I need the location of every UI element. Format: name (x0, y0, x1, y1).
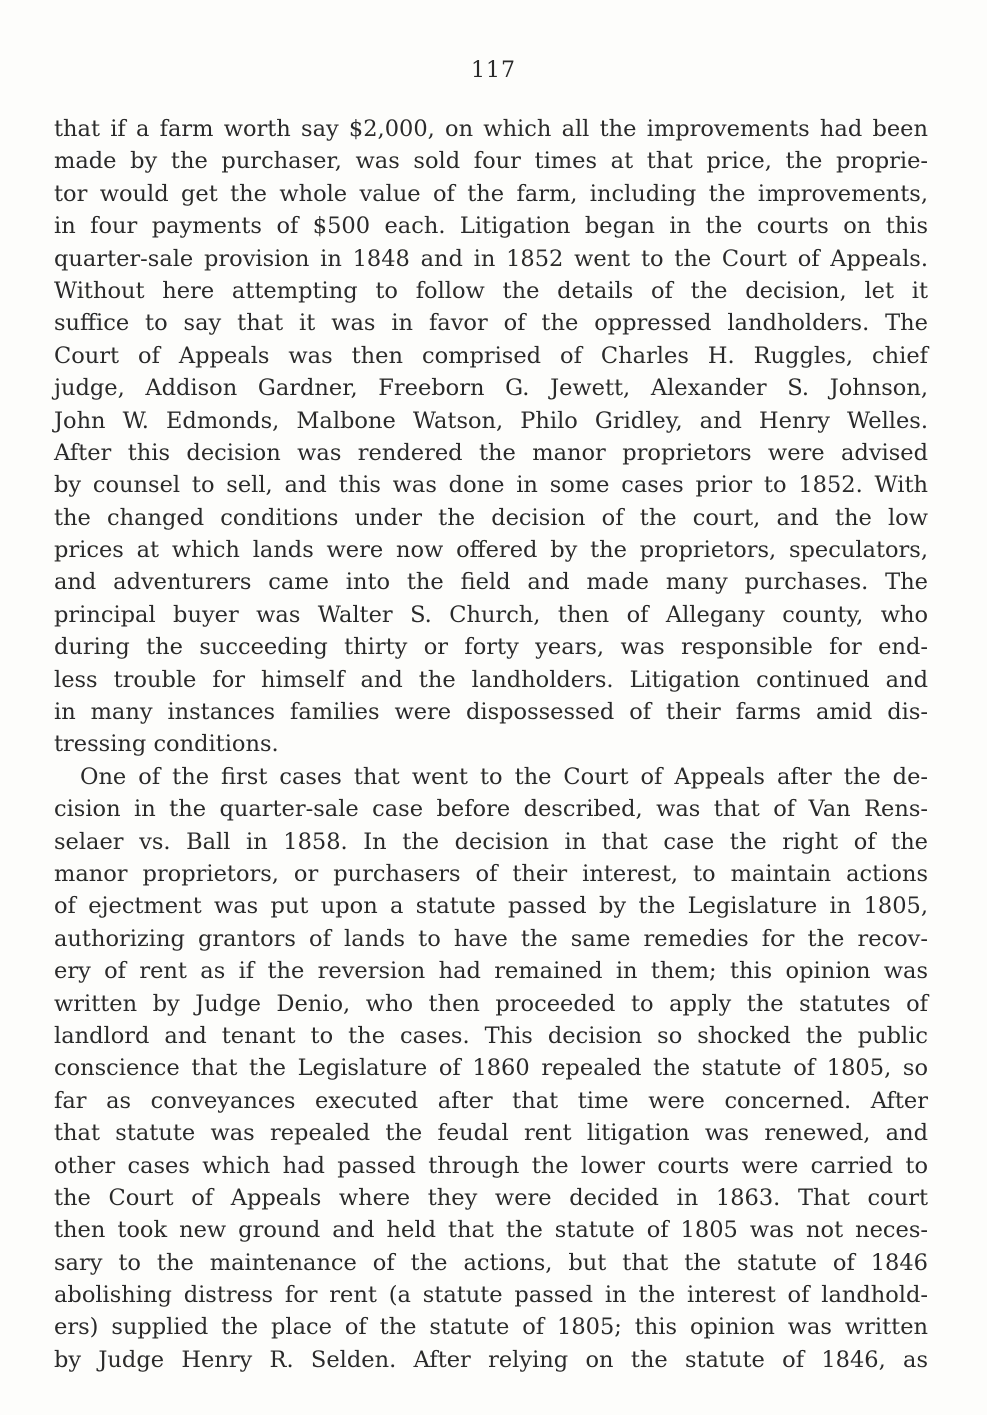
text-line: ers) supplied the place of the statute of 1805; this opinion was written (54, 1314, 928, 1341)
text-line: then took new ground and held that the statute of 1805 was not neces- (54, 1217, 928, 1244)
text-line: that statute was repealed the feudal rent litigation was renewed, and (54, 1120, 928, 1147)
text-line: of ejectment was put upon a statute passed by the Legislature in 1805, (54, 893, 928, 920)
text-line: landlord and tenant to the cases. This decision so shocked the public (54, 1022, 928, 1049)
text-line: judge, Addison Gardner, Freeborn G. Jewett, Alexander S. Johnson, (54, 375, 928, 402)
page-number: 117 (471, 58, 516, 83)
paragraph-1 (54, 113, 928, 761)
text-line: Court of Appeals was then comprised of Charles H. Ruggles, chief (54, 342, 928, 369)
text-line: made by the purchaser, was sold four times at that price, the proprie- (54, 148, 928, 175)
text-line: less trouble for himself and the landholders. Litigation continued and (54, 666, 928, 693)
text-line: abolishing distress for rent (a statute passed in the interest of landhold- (54, 1282, 928, 1309)
text-line: sary to the maintenance of the actions, but that the statute of 1846 (54, 1249, 928, 1276)
text-line: After this decision was rendered the manor proprietors were advised (54, 439, 928, 466)
text-line: Without here attempting to follow the details of the decision, let it (54, 277, 928, 304)
text-line: far as conveyances executed after that time were concerned. After (54, 1087, 928, 1114)
text-line: tor would get the whole value of the farm, including the improvements, (54, 180, 928, 207)
text-line: the changed conditions under the decision of the court, and the low (54, 504, 928, 531)
text-line: tressing conditions. (54, 731, 279, 758)
text-line: One of the first cases that went to the Court of Appeals after the de- (80, 763, 928, 790)
text-line: cision in the quarter-sale case before described, was that of Van Rens- (54, 796, 928, 823)
text-line: and adventurers came into the field and made many purchases. The (54, 569, 928, 596)
text-line: manor proprietors, or purchasers of their interest, to maintain actions (54, 860, 928, 887)
text-line: other cases which had passed through the lower courts were carried to (54, 1152, 928, 1179)
text-line: in many instances families were dispossessed of their farms amid dis- (54, 699, 928, 726)
text-line: selaer vs. Ball in 1858. In the decision in that case the right of the (54, 828, 928, 855)
text-line: authorizing grantors of lands to have the same remedies for the recov- (54, 925, 928, 952)
text-line: in four payments of $500 each. Litigation began in the courts on this (54, 213, 928, 240)
text-line: suffice to say that it was in favor of the oppressed landholders. The (54, 310, 928, 337)
text-line: by counsel to sell, and this was done in some cases prior to 1852. With (54, 472, 928, 499)
text-line: John W. Edmonds, Malbone Watson, Philo Gridley, and Henry Welles. (54, 407, 928, 434)
text-line: written by Judge Denio, who then proceeded to apply the statutes of (54, 990, 928, 1017)
text-line: the Court of Appeals where they were decided in 1863. That court (54, 1184, 928, 1211)
text-line: that if a farm worth say $2,000, on which all the improvements had been (54, 116, 928, 142)
text-line: quarter-sale provision in 1848 and in 1852 went to the Court of Appeals. (54, 245, 928, 272)
text-line: principal buyer was Walter S. Church, then of Allegany county, who (54, 601, 928, 628)
text-line: ery of rent as if the reversion had remained in them; this opinion was (54, 958, 928, 985)
body-text (54, 113, 928, 1376)
text-line: during the succeeding thirty or forty years, was responsible for end- (54, 634, 928, 661)
text-line: conscience that the Legislature of 1860 repealed the statute of 1805, so (54, 1055, 928, 1082)
text-line: prices at which lands were now offered by the proprietors, speculators, (54, 537, 928, 564)
text-line: by Judge Henry R. Selden. After relying on the statute of 1846, as (54, 1346, 928, 1373)
paragraph-2 (54, 761, 928, 1376)
